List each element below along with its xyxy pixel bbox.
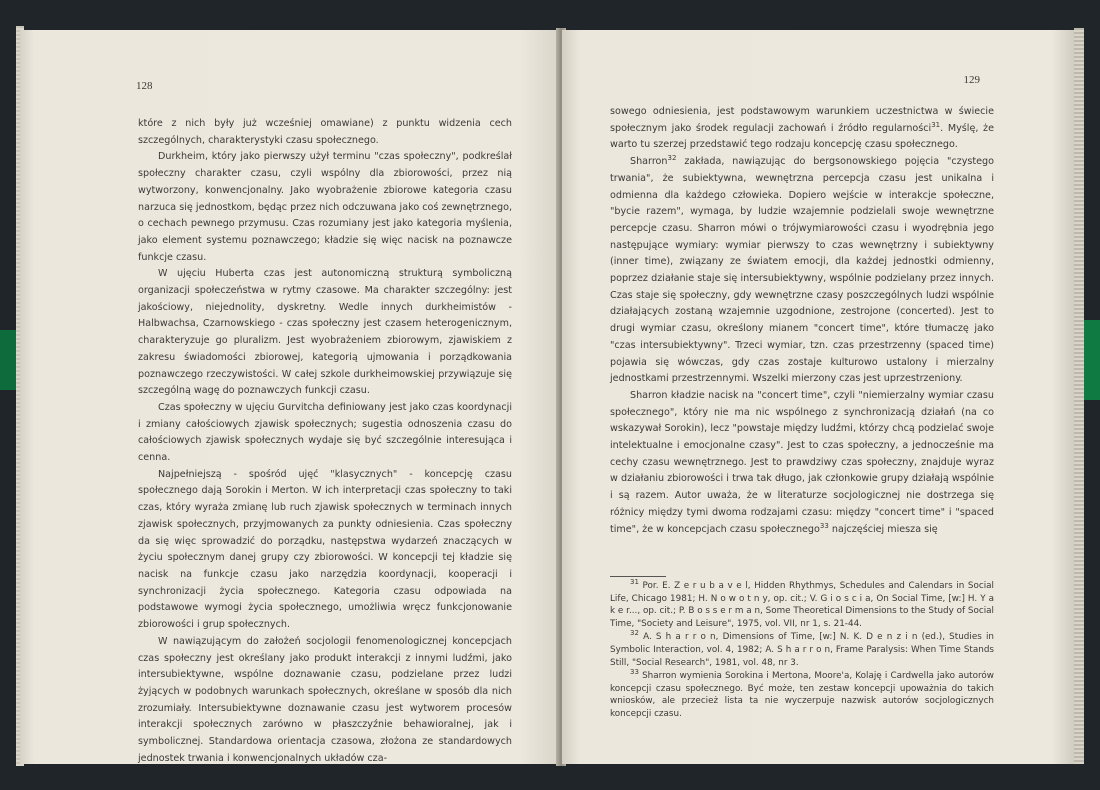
right-page [562,30,1080,764]
page-number-left: 128 [136,80,153,92]
footnote-number: 32 [630,629,639,638]
footnote-number: 31 [630,578,639,587]
footnote-text: Por. E. Z e r u b a v e l, Hidden Rhythmys, Schedules and Calendars in Social Life, Chicago 1981; H. N o w o t n y, op. cit.; V. G i o s c i a, On Social Time, [w:] H. Y a k e r..., op. cit.; P. B o s s e r m a n, Some Theoretical Dimensions to the Study of Social Time, "Society and Leisure", 1975, vol. VII, nr 1, s. 21-44. [610,581,994,629]
right-page-body [610,104,994,538]
paragraph-text: . Myślę, że warto tu szerzej przedstawić tego rodzaju koncepcję czasu społecznego. [610,122,994,151]
footnote [610,631,994,669]
page-edges-right [1074,28,1084,764]
paragraph [610,154,994,388]
paragraph: Durkheim, który jako pierwszy użył terminu "czas społeczny", podkreślał społeczny charakter czasu, czyli wspólny dla zbiorowości, przez nią wytworzony, konwencjonalny. Jako wyobrażenie zbiorowe kategoria czasu narzuca się jednostkom, będąc przez nich odczuwana jako coś zewnętrznego, o cechach pewnego przymusu. Czas rozumiany jest jako kategoria myślenia, jako element systemu poznawczego; kładzie się więc nacisk na poznawcze funkcje czasu. [138,151,512,263]
paragraph: W nawiązującym do założeń socjologii fenomenologicznej koncepcjach czas społeczny jest określany jako produkt interakcji z innymi ludźmi, jako intersubiektywne, wspólne doznawanie czasu, podzielane przez ludzi żyjących w podobnych warunkach społecznych, określane w sposób dla nich zrozumiały. Intersubiektywne doznawanie czasu jest wytworem procesów interakcji społecznych zarówno w płaszczyźnie behawioralnej, jak i symbolicznej. Standardowa orientacja czasowa, złożona ze standardowych jednostek trwania i konwencjonalnych układów cza- [138,635,512,764]
left-page-body [138,116,512,764]
footnote-text: A. S h a r r o n, Dimensions of Time, [w:] N. K. D e n z i n (ed.), Studies in Symbolic Interaction, vol. 4, 1982; A. S h a r r o n, Frame Paralysis: When Time Stands Still, "Social Research", 1981, vol. 48, nr 3. [610,632,994,668]
paragraph-text: Sharron kładzie nacisk na "concert time", czyli "niemierzalny wymiar czasu społecznego", który nie ma nic wspólnego z synchronizacją działań (na co wskazywał Sorokin), lecz "powstaje między ludźmi, którzy chcą podzielać swoje intelektualne i emocjonalne czasy". Jest to czas społeczny, a jednocześnie ma cechy czasu wewnętrznego. Jest to prawdziwy czas społeczny, znajduje wyraz w działaniu zbiorowości i trwa tak długo, jak członkowie grupy działają wspólnie i są razem. Autor uważa, że w literaturze socjologicznej nie dostrzega się różnicy między tymi dwoma rodzajami czasu: między "concert time" i "spaced time", że w koncepcjach czasu społecznego [610,389,994,535]
paragraph-text: Sharron [630,156,668,168]
paragraph: W ujęciu Huberta czas jest autonomiczną strukturą symboliczną organizacji społeczeństwa w rytmy czasowe. Ma charakter szczególny: jest jakościowy, niejednolity, dyskretny. Wedle innych durkheimistów - Halbwachsa, Czarnowskiego - czas społeczny jest czasem heterogenicznym, charakteryzuje go pluralizm. Jest wyobrażeniem zbiorowym, zjawiskiem z zakresu świadomości zbiorowej, kategorią ujmowania i porządkowania poznawczego rzeczywistości. W całej szkole durkheimowskiej przywiązuje się szczególną wagę do poznawczych funkcji czasu. [138,268,512,397]
paragraph-text: najczęściej miesza się [828,523,938,535]
footnote-ref: 31 [931,120,941,129]
footnote [610,580,994,630]
footnote-divider [610,576,666,577]
paragraph: Najpełniejszą - spośród ujęć "klasycznych" - koncepcję czasu społecznego dają Sorokin i Merton. W ich interpretacji czas społeczny to taki czas, który wyraża zmianę lub ruch zjawisk społecznych w terminach innych zjawisk społecznych, przyjmowanych za punkty odniesienia. Czas społeczny da się więc sprowadzić do porządku, następstwa wydarzeń znaczących w życiu społecznym danej grupy czy zbiorowości. W koncepcji tej kładzie się nacisk na funkcje czasu jako narzędzia koordynacji, kooperacji i synchronizacji życia społecznego. Kategoria czasu odpowiada na podstawowe wymogi życia społecznego, umożliwia wręcz funkcjonowanie zbiorowości i grup społecznych. [138,468,512,631]
footnote-text: Sharron wymienia Sorokina i Mertona, Moore'a, Kolaję i Cardwella jako autorów koncepcji czasu społecznego. Być może, ten zestaw koncepcji upoważnia do takich wniosków, ale przecież lista ta nie wyczerpuje nazwisk autorów socjologicznych koncepcji czasu. [610,671,994,719]
page-number-right: 129 [963,74,980,86]
paragraph: Czas społeczny w ujęciu Gurvitcha definiowany jest jako czas koordynacji i zmiany całościowych zjawisk społecznych; sugestia odnoszenia czasu do całościowych zjawisk społecznych wydaje się być szczególnie interesująca i cenna. [138,401,512,464]
footnotes [610,580,994,722]
paragraph-text: sowego odniesienia, jest podstawowym warunkiem uczestnictwa w świecie społecznym jako środek regulacji zachowań i źródło regularności [610,106,994,134]
footnote-ref: 32 [667,153,677,162]
paragraph [610,388,994,538]
footnote-number: 33 [630,668,639,677]
paragraph-text: zakłada, nawiązując do bergsonowskiego pojęcia "czystego trwania", że subiektywna, wewnętrzna percepcja czasu jest unikalna i odmienna dla każdego człowieka. Dopiero wejście w interakcje społeczne, "bycie razem", wymaga, by ludzie wzajemnie podzielali swoje wewnętrzne percepcje czasu. Sharron mówi o trójwymiarowości czasu i wyodrębnia jego następujące wymiary: wymiar pierwszy to czas wewnętrzny i subiektywny (inner time), związany ze światem emocji, dla każdej jednostki odmienny, poprzez działanie staje się intersubiektywny, wspólnie podzielany przez innych. Czas staje się społeczny, gdy wewnętrzne czasy poszczególnych ludzi wspólnie działających zostaną wzajemnie uzgodnione, zestrojone (concerted). Jest to drugi wymiar czasu, określony mianem "concert time", które tłumaczę jako "czas intersubiektywny". Trzeci wymiar, tzn. czas przestrzenny (spaced time) pojawia się wówczas, gdy czas zostaje kulturowo ustalony i mierzalny jednostkami przestrzennymi. Wszelki mierzony czas jest uprzestrzeniony. [610,156,994,385]
footnote [610,670,994,720]
left-page [20,30,560,764]
paragraph: które z nich były już wcześniej omawiane) z punktu widzenia cech szczególnych, charakterystyki czasu społecznego. [138,118,512,146]
paragraph [610,104,994,154]
open-book [16,24,1084,768]
footnote-ref: 33 [819,521,829,530]
